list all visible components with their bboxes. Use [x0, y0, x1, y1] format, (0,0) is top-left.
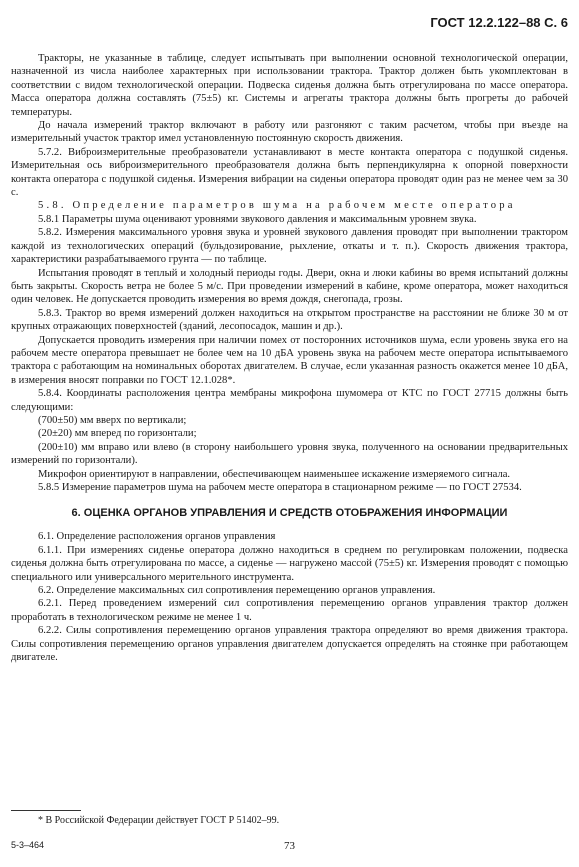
paragraph: 5.8.5 Измерение параметров шума на рабочем месте оператора в стационарном режиме — по ГОСТ 27534.	[38, 482, 522, 493]
list-item: (20±20) мм вперед по горизонтали;	[38, 428, 197, 440]
section-title: 6. ОЦЕНКА ОРГАНОВ УПРАВЛЕНИЯ И СРЕДСТВ ОТОБРАЖЕНИЯ ИНФОРМАЦИИ	[71, 507, 508, 520]
paragraph: Испытания проводят в теплый и холодный периоды годы. Двери, окна и люки кабины во время испытаний должны быть закрыты. Скорость ветра не более 5 м/с. При проведении измерений в кабине, кроме оператора, может находиться один человек. Не допускается проводить измерения во время дождя, снегопада, грозы.	[11, 267, 568, 306]
paragraph: 5.8.4. Координаты расположения центра мембраны микрофона шумомера от КТС по ГОСТ 27715 должны быть следующими:	[11, 388, 568, 413]
paragraph: 5.7.2. Виброизмерительные преобразователи устанавливают в месте контакта оператора с подушкой сиденья. Измерительная ось виброизмерительного преобразователя должна быть перпендикулярна к опорной поверхности контакта оператора с подушкой сиденья. Измерения вибрации на сиденьи оператора проводят один раз не менее чем за 30 с.	[11, 146, 568, 199]
paragraph: 6.1. Определение расположения органов управления	[38, 531, 276, 543]
paragraph: 5.8.2. Измерения максимального уровня звука и уровней звукового давления проводят при выполнении трактором каждой из технологических операций (бульдозирование, рыхление, откаты и т. п.). Скорость движения трактора, характеристики разрабатываемого грунта — по таблице.	[11, 227, 568, 266]
subsection-heading: 5.8. Определение параметров шума на рабочем месте оператора	[38, 200, 516, 212]
paragraph: Тракторы, не указанные в таблице, следует испытывать при выполнении основной технологической операции, назначенной из числа наиболее характерных при использовании трактора. Трактор должен быть укомплектован в соответствии с видом технологической операции. Подвеска сиденья должна быть отрегулирована по массе оператора. Масса оператора должна составлять (75±5) кг. Системы и агрегаты трактора должны быть прогреты до рабочей температуры.	[11, 53, 568, 118]
page-header: ГОСТ 12.2.122–88 С. 6	[430, 15, 568, 30]
paragraph: 6.1.1. При измерениях сиденье оператора должно находиться в среднем по регулировкам положении, подвеска сиденья должна быть отрегулирована по массе, а сиденье — нагружено массой (75±5) кг. Измерения проводят с помощью специального или универсального мерительного инструмента.	[11, 544, 568, 583]
paragraph: 5.8.3. Трактор во время измерений должен находиться на открытом пространстве на расстоянии не ближе 30 м от крупных отражающих поверхностей (зданий, лесопосадок, машин и др.).	[11, 307, 568, 333]
paragraph: Допускается проводить измерения при наличии помех от посторонних источников шума, если уровень звука его на рабочем месте оператора превышает не более чем на 10 дБА уровень звука на рабочем месте оператора испытываемого трактора с работающим на номинальных оборотах двигателем. В случае, если указанная разность окажется менее 10 дБА, в измерения вносят поправки по ГОСТ 12.1.028*.	[11, 334, 568, 386]
footnote-divider	[11, 810, 81, 811]
paragraph: Микрофон ориентируют в направлении, обеспечивающем наименьшее искажение измеряемого сигнала.	[38, 468, 511, 480]
footnote: * В Российской Федерации действует ГОСТ Р 51402–99.	[38, 815, 280, 826]
page-number: 73	[284, 839, 295, 852]
list-item: (200±10) мм вправо или влево (в сторону наибольшего уровня звука, полученного на основании предварительных измерений по горизонтали).	[11, 441, 568, 467]
print-code: 5-3–464	[11, 839, 45, 850]
paragraph: 6.2.1. Перед проведением измерений сил сопротивления перемещению органов управления трактор должен проработать в технологическом режиме не менее 1 ч.	[11, 598, 568, 623]
list-item: (700±50) мм вверх по вертикали;	[38, 414, 187, 426]
paragraph: 6.2. Определение максимальных сил сопротивления перемещению органов управления.	[38, 585, 436, 597]
document-body	[11, 52, 568, 664]
paragraph: До начала измерений трактор включают в работу или разгоняют с таким расчетом, чтобы при въезде на измерительный участок трактор имел установленную постоянную скорость движения.	[11, 120, 568, 145]
paragraph: 6.2.2. Силы сопротивления перемещению органов управления трактора определяют во время движения трактора. Силы сопротивления перемещению органов управления двигателем допускается определять на стоянке при работающем двигателе.	[11, 625, 568, 664]
paragraph: 5.8.1 Параметры шума оценивают уровнями звукового давления и максимальным уровнем звука.	[38, 213, 477, 225]
